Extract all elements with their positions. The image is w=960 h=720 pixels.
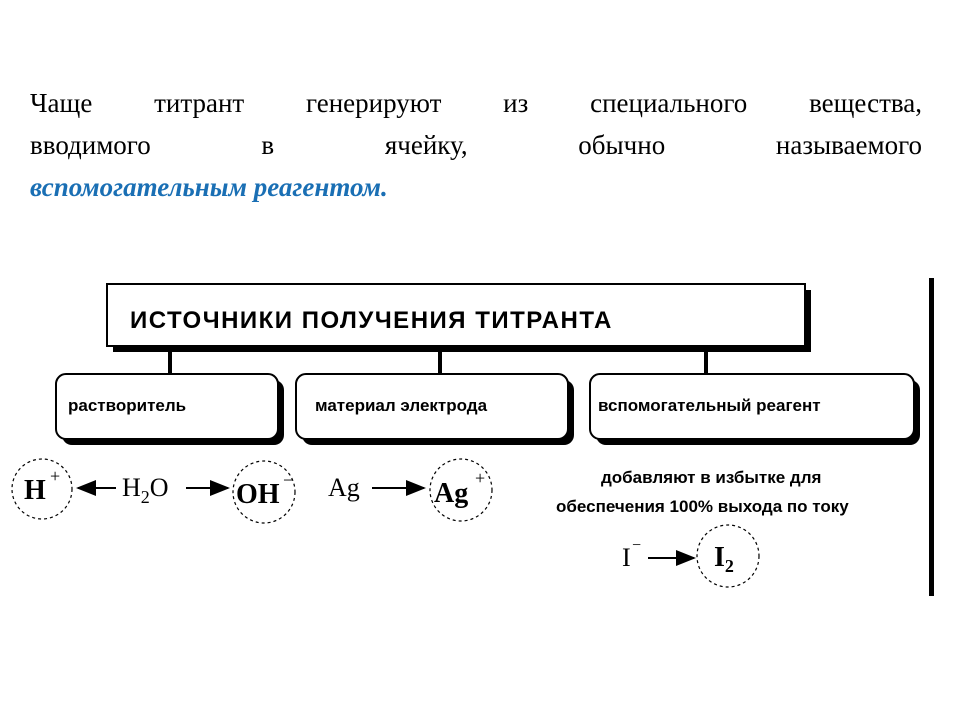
- branch-solvent: [56, 374, 284, 445]
- reagent-note: [556, 468, 849, 516]
- h-ion-charge: +: [50, 466, 61, 486]
- intro-line-1: Чаще титрант генерируют из специального вещества,: [30, 88, 922, 118]
- silver-ion-charge: +: [475, 468, 486, 488]
- branch-electrode: [296, 374, 574, 445]
- electrode-equation: [328, 459, 492, 521]
- iodide-charge: −: [632, 537, 642, 554]
- oh-ion-charge: −: [283, 470, 294, 490]
- title-box: [107, 284, 811, 352]
- solvent-equation: [12, 459, 295, 523]
- reagent-equation: [622, 525, 759, 587]
- silver-metal: Ag: [328, 473, 360, 502]
- oh-ion: OH: [236, 479, 280, 510]
- iodide-ion: I: [622, 543, 631, 572]
- intro-period: .: [380, 172, 388, 202]
- branch-reagent: [590, 374, 920, 445]
- diagram-title: ИСТОЧНИКИ ПОЛУЧЕНИЯ ТИТРАНТА: [130, 307, 613, 334]
- branch-solvent-label: растворитель: [68, 396, 187, 415]
- branch-reagent-label: вспомогательный реагент: [598, 396, 821, 415]
- reagent-note-line-1: добавляют в избытке для: [601, 468, 822, 487]
- connectors: [170, 352, 706, 376]
- silver-ion: Ag: [434, 478, 469, 509]
- iodine-molecule: $I_2$: [714, 542, 734, 576]
- right-border-bar: [929, 278, 934, 596]
- reagent-note-line-2: обеспечения 100% выхода по току: [556, 497, 849, 516]
- h-ion: H: [24, 475, 46, 506]
- water-formula: $H_2O$: [122, 473, 169, 507]
- auxiliary-reagent-term: вспомогательным реагентом: [30, 172, 381, 202]
- intro-line-2: вводимого в ячейку, обычно называемого: [30, 130, 922, 160]
- branch-electrode-label: материал электрода: [315, 396, 488, 415]
